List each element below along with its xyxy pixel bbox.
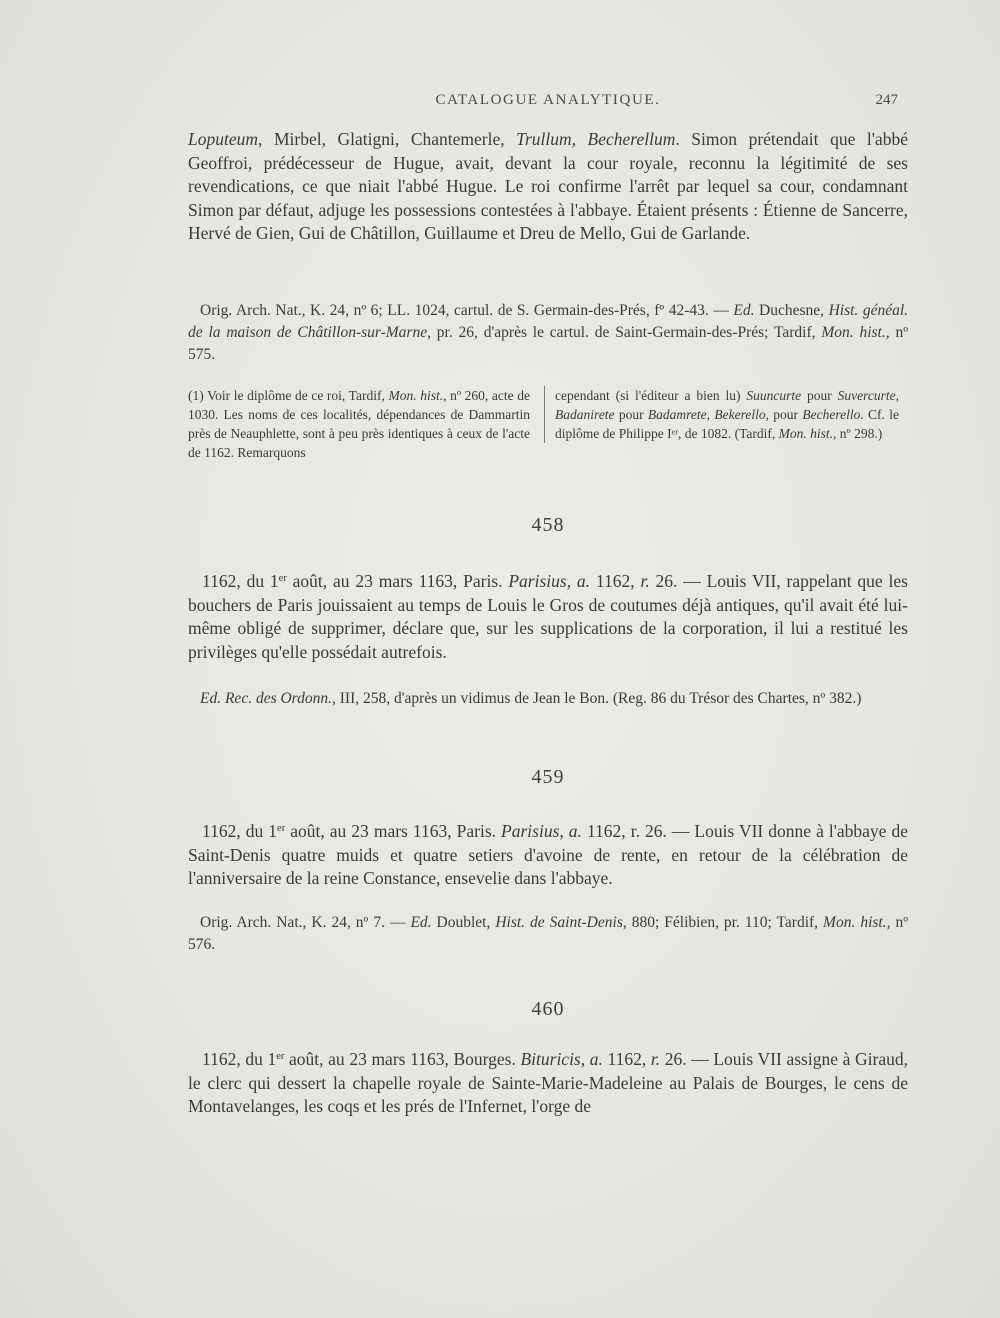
entry-body: 1162, du 1er août, au 23 mars 1163, Paris. Parisius, a. 1162, r. 26. — Louis VII, rappelant que les bouchers de Paris jouissaient au temps de Louis le Gros de coutumes déjà antiques, qu'il avait été lui-même obligé de supprimer, déclare que, sur les supplications de la corporation, il lui a restitué les privilèges qu'elle possédait autrefois.: [188, 571, 908, 662]
entry-sources: Ed. Rec. des Ordonn., III, 258, d'après un vidimus de Jean le Bon. (Reg. 86 du Trésor des Chartes, nº 382.): [200, 690, 862, 707]
page-number: 247: [875, 92, 898, 108]
entry-body: 1162, du 1er août, au 23 mars 1163, Bourges. Bituricis, a. 1162, r. 26. — Louis VII assigne à Giraud, le clerc qui dessert la chapelle royale de Sainte-Marie-Madeleine au Palais de Bourges, le cens de Montavelanges, les coqs et les prés de l'Infernet, l'orge de: [188, 1049, 908, 1116]
entry-body: 1162, du 1er août, au 23 mars 1163, Paris. Parisius, a. 1162, r. 26. — Louis VII donne à l'abbaye de Saint-Denis quatre muids et quatre setiers d'avoine de rente, en retour de la célébration de l'anniversaire de la reine Constance, ensevelie dans l'abbaye.: [188, 821, 908, 888]
place-name: Loputeum: [188, 129, 258, 149]
entry-sources: Orig. Arch. Nat., K. 24, nº 7. — Ed. Doublet, Hist. de Saint-Denis, 880; Félibien, pr. 110; Tardif, Mon. hist., nº 576.: [188, 914, 909, 953]
running-title: CATALOGUE ANALYTIQUE.: [435, 92, 661, 108]
place-name: Trullum, Becherellum: [516, 129, 676, 149]
entry-number: 459: [531, 766, 565, 788]
sources-457: Orig. Arch. Nat., K. 24, nº 6; LL. 1024, cartul. de S. Germain-des-Prés, fº 42-43. — Ed. Duchesne, Hist. généal. de la maison de Châtillon-sur-Marne, pr. 26, d'après le cartul. de Saint-Germain-des-Prés; Tardif, Mon. hist., nº 575.: [188, 302, 909, 363]
entry-number: 460: [531, 998, 565, 1020]
footnote-left-column: (1) Voir le diplôme de ce roi, Tardif, Mon. hist., nº 260, acte de 1030. Les noms de ces localités, dépendances de Dammartin près de Neauphlette, sont à peu près identiques à ceux de l'acte de 1162. Remarquons: [188, 388, 530, 460]
continuation-paragraph: Loputeum, Mirbel, Glatigni, Chantemerle, Trullum, Becherellum. Simon prétendait que l'abbé Geoffroi, prédécesseur de Hugue, avait, devant la cour royale, reconnu la légitimité de ses revendications, ce que niait l'abbé Hugue. Le roi confirme l'arrêt par lequel sa cour, condamnant Simon par défaut, adjuge les possessions contestées à l'abbaye. Étaient présents : Étienne de Sancerre, Hervé de Gien, Gui de Châtillon, Guillaume et Dreu de Mello, Gui de Garlande.: [188, 129, 908, 243]
entry-number: 458: [531, 514, 565, 536]
footnotes: [188, 386, 908, 466]
running-head: [188, 92, 908, 116]
footnote-right-column: cependant (si l'éditeur a bien lu) Suuncurte pour Suvercurte, Badanirete pour Badamrete, Bekerello, pour Becherello. Cf. le diplôme de Philippe Iᵉʳ, de 1082. (Tardif, Mon. hist., nº 298.): [544, 386, 899, 443]
entry-continuation: [188, 128, 908, 246]
